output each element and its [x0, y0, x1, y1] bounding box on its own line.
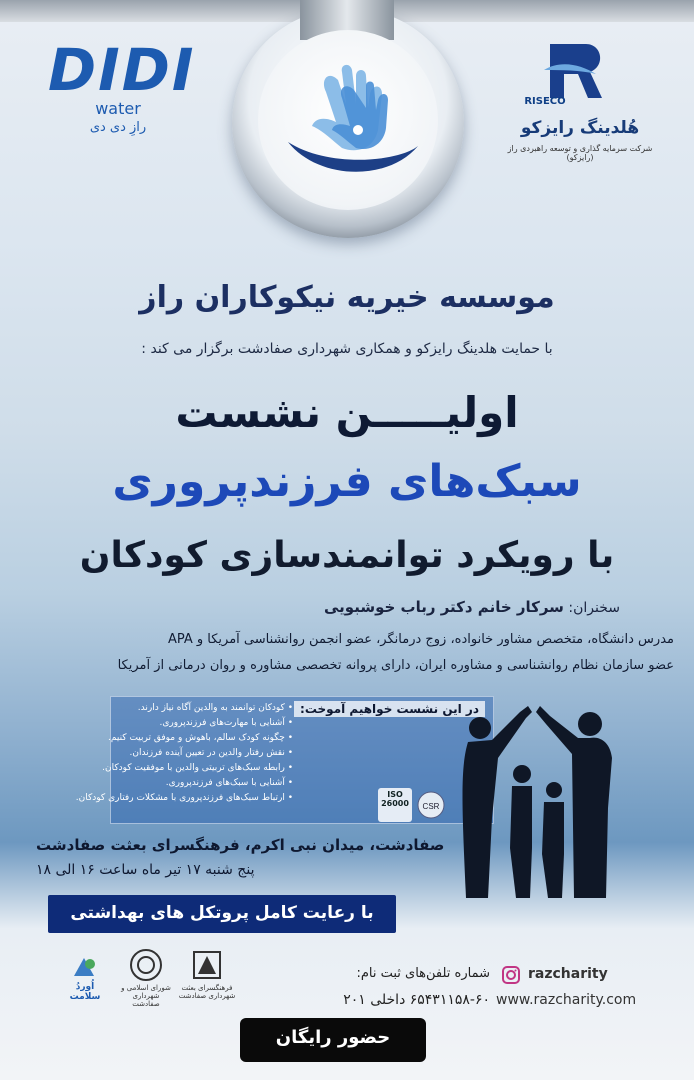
learn-item: • آشنایی با سبک‌های فرزندپروری. — [113, 776, 293, 791]
hands-icon — [258, 30, 438, 210]
riseco-desc: شرکت سرمایه گذاری و توسعه راهبردی راز (رایزکو) — [507, 144, 653, 162]
protocol-text: با رعایت کامل پروتکل های بهداشتی — [70, 903, 374, 923]
registration-label: شماره تلفن‌های ثبت نام: — [356, 966, 490, 981]
didi-persian: رازِ دی دی — [89, 120, 147, 135]
speaker-line — [40, 598, 620, 616]
iso-number: 26000 — [381, 799, 409, 808]
registration-number[interactable]: ۶۵۴۳۱۱۵۸-۶۰ داخلی ۲۰۱ — [343, 992, 490, 1008]
speaker-label: سخنران: — [568, 600, 620, 616]
learn-list — [75, 701, 293, 806]
learn-item: • چگونه کودک سالم، باهوش و موفق تربیت کنیم. — [113, 731, 293, 746]
venue-line: صفادشت، میدان نبی اکرم، فرهنگسرای بعثت صفادشت — [36, 836, 445, 854]
riseco-mark-icon — [540, 40, 610, 104]
cultural-center-logo-icon — [190, 948, 224, 982]
iso-badge-text — [378, 790, 412, 808]
council-logo — [118, 948, 174, 1008]
instagram-icon[interactable] — [502, 966, 520, 984]
speaker-bio-line1: مدرس دانشگاه، متخصص مشاور خانواده، زوج درمانگر، عضو انجمن روانشناسی آمریکا و APA — [167, 632, 674, 647]
free-entry-box — [240, 1018, 426, 1062]
riseco-logo — [500, 40, 660, 160]
learn-item: • نقش رفتار والدین در تعیین آینده فرزندان. — [113, 746, 293, 761]
learn-item: • ارتباط سبک‌های فرزندپروری با مشکلات رفتاری کودکان. — [113, 791, 293, 806]
speaker-name: سرکار خانم دکتر رباب خوشبویی — [323, 598, 564, 616]
learn-item: • آشنایی با مهارت‌های فرزندپروری. — [113, 716, 293, 731]
learn-title: در این نشست خواهیم آموخت: — [294, 701, 485, 717]
speaker-bio-line2: عضو سازمان نظام روانشناسی و مشاوره ایران، دارای پروانه تخصصی مشاوره و روان درمانی از آمریکا — [117, 658, 674, 673]
family-silhouette-icon — [440, 698, 630, 898]
website-link[interactable]: www.razcharity.com — [496, 992, 637, 1008]
avard-logo-icon — [70, 954, 100, 980]
support-line: با حمایت هلدینگ رایزکو و همکاری شهرداری صفادشت برگزار می کند : — [141, 341, 553, 357]
date-line: پنج شنبه ۱۷ تیر ماه ساعت ۱۶ الی ۱۸ — [36, 862, 255, 878]
headline-line2: سبک‌های فرزندپروری — [112, 456, 582, 507]
iso-label: ISO — [387, 790, 403, 799]
cultural-center-logo-text: فرهنگسرای بعثت شهرداری صفادشت — [178, 984, 236, 1000]
csr-label: CSR — [422, 802, 440, 811]
headline-line1: اولیـــــن نشست — [175, 388, 519, 437]
learn-item: • کودکان توانمند به والدین آگاه نیاز دارند. — [113, 701, 293, 716]
didi-logo — [48, 36, 196, 150]
headline-line3: با رویکرد توانمندسازی کودکان — [79, 535, 615, 576]
didi-name: DIDI — [48, 36, 196, 104]
didi-sub: water — [95, 99, 141, 118]
riseco-name: هُلدینگ رایزکو — [520, 118, 640, 138]
instagram-handle[interactable]: razcharity — [528, 966, 608, 982]
free-entry-text: حضور رایگان — [275, 1027, 391, 1048]
org-title: موسسه خیریه نیکوکاران راز — [139, 280, 555, 315]
learn-item: • رابطه سبک‌های تربیتی والدین با موفقیت کودکان. — [113, 761, 293, 776]
footer-logos — [60, 948, 240, 1018]
council-logo-text: شورای اسلامی و شهرداری صفادشت — [121, 984, 171, 1008]
avard-salamat-logo — [60, 954, 110, 1002]
cultural-center-logo — [178, 948, 236, 1000]
avard-logo-text: اُوردُ سلامت — [69, 982, 101, 1002]
riseco-label: RISECO — [524, 96, 566, 107]
protocol-box — [48, 895, 396, 933]
council-logo-icon — [129, 948, 163, 982]
